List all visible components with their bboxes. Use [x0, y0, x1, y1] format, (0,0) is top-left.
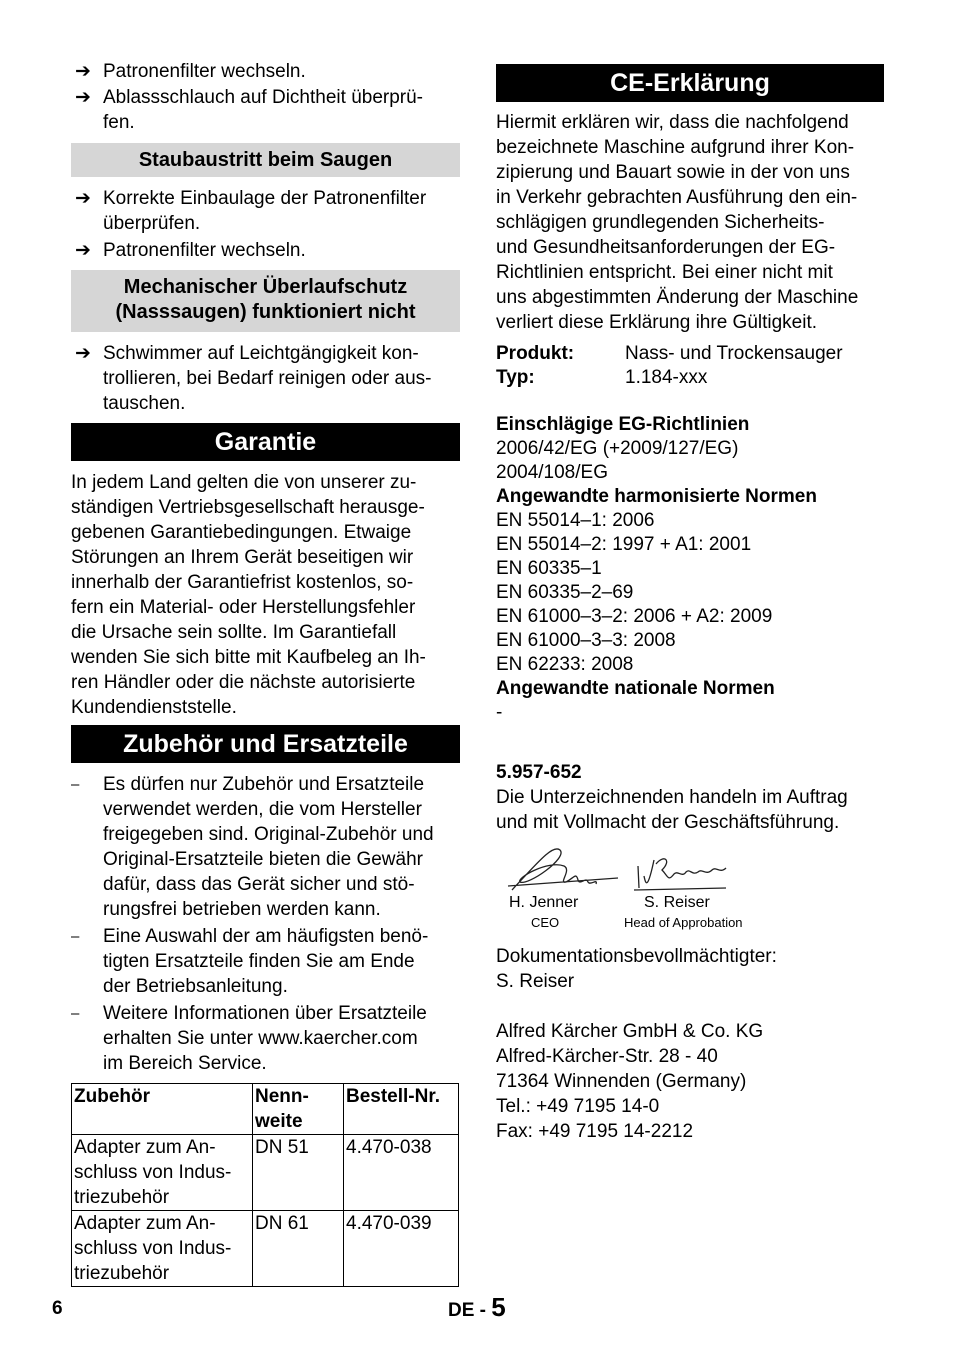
bullet-item: [71, 238, 460, 263]
arrow-icon: ➔: [75, 343, 91, 364]
sign-text: Die Unterzeichnenden handeln im Auftrag: [496, 787, 848, 808]
harm-line: EN 60335–2–69: [496, 582, 634, 603]
signer1-name: H. Jenner: [509, 894, 579, 911]
bullet-text: fen.: [103, 112, 135, 133]
table-cell: Adapter zum An- schluss von Indus- triezubehör: [72, 1135, 253, 1211]
table-cell: Adapter zum An- schluss von Indus- triezubehör: [72, 1211, 253, 1287]
accessories-table: [71, 1083, 459, 1287]
language-code: DE: [448, 1300, 475, 1321]
bullet-item: [71, 85, 460, 135]
bullet-text: Korrekte Einbaulage der Patronenfilter: [103, 188, 427, 209]
bullet-item: [71, 59, 460, 84]
harm-line: EN 55014–1: 2006: [496, 510, 655, 531]
address-line: Fax: +49 7195 14-2212: [496, 1121, 694, 1142]
table-header-row: [72, 1084, 459, 1135]
signer1-role: CEO: [531, 915, 560, 930]
zubehoer-heading: Zubehör und Ersatzteile: [71, 725, 460, 763]
type-value: 1.184-xxx: [625, 367, 708, 388]
harm-line: EN 61000–3–2: 2006 + A2: 2009: [496, 606, 773, 627]
doc-auth: Dokumentationsbevollmächtigter:: [496, 946, 777, 967]
garantie-text: In jedem Land gelten die von unserer zu- ständigen Vertriebsgesellschaft herausge- gebenen Garantiebedingungen. Etwaige Störungen an Ihrem Gerät beseitigen wir innerhalb der Garantiefrist kostenlos, so- fern ein Material- oder Herstellungsfehler die Ursache sein sollte. Im Garantiefall wenden Sie sich bitte mit Kaufbeleg an Ih- ren Händler oder die nächste autorisierte Kundendienststelle.: [71, 472, 426, 718]
table-cell: 4.470-039: [344, 1211, 459, 1287]
bullet-text: Patronenfilter wechseln.: [103, 61, 306, 82]
type-label: Typ:: [496, 367, 535, 388]
table-row: [72, 1211, 459, 1287]
signer2-role: Head of Approbation: [624, 915, 743, 930]
table-row: [72, 1135, 459, 1211]
signer2-name: S. Reiser: [644, 894, 710, 911]
garantie-heading: Garantie: [71, 423, 460, 461]
bullet-text: Patronenfilter wechseln.: [103, 240, 306, 261]
eg-line: 2004/108/EG: [496, 462, 608, 483]
section-heading: Staubaustritt beim Saugen: [71, 143, 460, 177]
ce-text: Hiermit erklären wir, dass die nachfolgend bezeichnete Maschine aufgrund ihrer Kon- zipierung und Bauart sowie in der von uns in Verkehr gebrachten Ausführung den ein- schlägigen grundlegenden Sicherheits- und Gesundheitsanforderungen der EG- Richtlinien entspricht. Bei einer nicht mit uns abgestimmten Änderung der Maschine verliert diese Erklärung ihre Gültigkeit.: [496, 112, 859, 333]
product-label: Produkt:: [496, 343, 575, 364]
product-value: Nass- und Trockensauger: [625, 343, 843, 364]
table-cell: DN 61: [253, 1211, 344, 1287]
table-header: Nenn- weite: [253, 1084, 344, 1135]
table-header: Bestell-Nr.: [344, 1084, 459, 1135]
page-number: 5: [491, 1292, 506, 1322]
harm-line: EN 60335–1: [496, 558, 602, 579]
table-cell: DN 51: [253, 1135, 344, 1211]
bullet-item: [71, 341, 460, 416]
ce-heading: CE-Erklärung: [496, 64, 884, 102]
dash-mark: –: [71, 928, 80, 945]
harm-heading: Angewandte harmonisierte Normen: [496, 486, 817, 507]
arrow-icon: ➔: [75, 240, 91, 261]
harm-line: EN 61000–3–3: 2008: [496, 630, 676, 651]
dash-item: – Es dürfen nur Zubehör und Ersatzteile verwendet werden, die vom Hersteller freigegeben sind. Original-Zubehör und Original-Ersatzteile bieten die Gewähr dafür, dass das Gerät sicher und stö- rungsfrei betrieben werden kann.: [71, 774, 434, 920]
nat-value: -: [496, 702, 503, 723]
bullet-item: [71, 186, 460, 236]
bullet-text: tauschen.: [103, 393, 186, 414]
arrow-icon: ➔: [75, 61, 91, 82]
table-cell: 4.470-038: [344, 1135, 459, 1211]
harm-line: EN 62233: 2008: [496, 654, 634, 675]
section-heading: Mechanischer Überlaufschutz (Nasssaugen) funktioniert nicht: [71, 270, 460, 332]
eg-heading: Einschlägige EG-Richtlinien: [496, 414, 750, 435]
doc-number: 5.957-652: [496, 762, 582, 783]
dash-mark: –: [71, 1005, 80, 1022]
address-line: Alfred-Kärcher-Str. 28 - 40: [496, 1046, 718, 1067]
bullet-text: überprüfen.: [103, 213, 201, 234]
dash-item: – Eine Auswahl der am häufigsten benö- tigten Ersatzteile finden Sie am Ende der Betriebsanleitung.: [71, 926, 429, 997]
page-number-left: 6: [52, 1298, 63, 1319]
harm-line: EN 55014–2: 1997 + A1: 2001: [496, 534, 752, 555]
nat-heading: Angewandte nationale Normen: [496, 678, 775, 699]
address-line: 71364 Winnenden (Germany): [496, 1071, 747, 1092]
arrow-icon: ➔: [75, 87, 91, 108]
address-line: Alfred Kärcher GmbH & Co. KG: [496, 1021, 764, 1042]
dash-item: – Weitere Informationen über Ersatzteile erhalten Sie unter www.kaercher.com im Bereich Service.: [71, 1003, 427, 1074]
eg-line: 2006/42/EG (+2009/127/EG): [496, 438, 739, 459]
bullet-text: Schwimmer auf Leichtgängigkeit kon-: [103, 343, 419, 364]
dash-mark: –: [71, 776, 80, 793]
page-number-right: [448, 1292, 506, 1323]
address-line: Tel.: +49 7195 14-0: [496, 1096, 660, 1117]
arrow-icon: ➔: [75, 188, 91, 209]
bullet-text: trollieren, bei Bedarf reinigen oder aus-: [103, 368, 432, 389]
doc-auth: S. Reiser: [496, 971, 575, 992]
sign-text: und mit Vollmacht der Geschäftsführung.: [496, 812, 840, 833]
table-header: Zubehör: [72, 1084, 253, 1135]
bullet-text: Ablassschlauch auf Dichtheit überprü-: [103, 87, 424, 108]
separator: -: [474, 1300, 492, 1321]
